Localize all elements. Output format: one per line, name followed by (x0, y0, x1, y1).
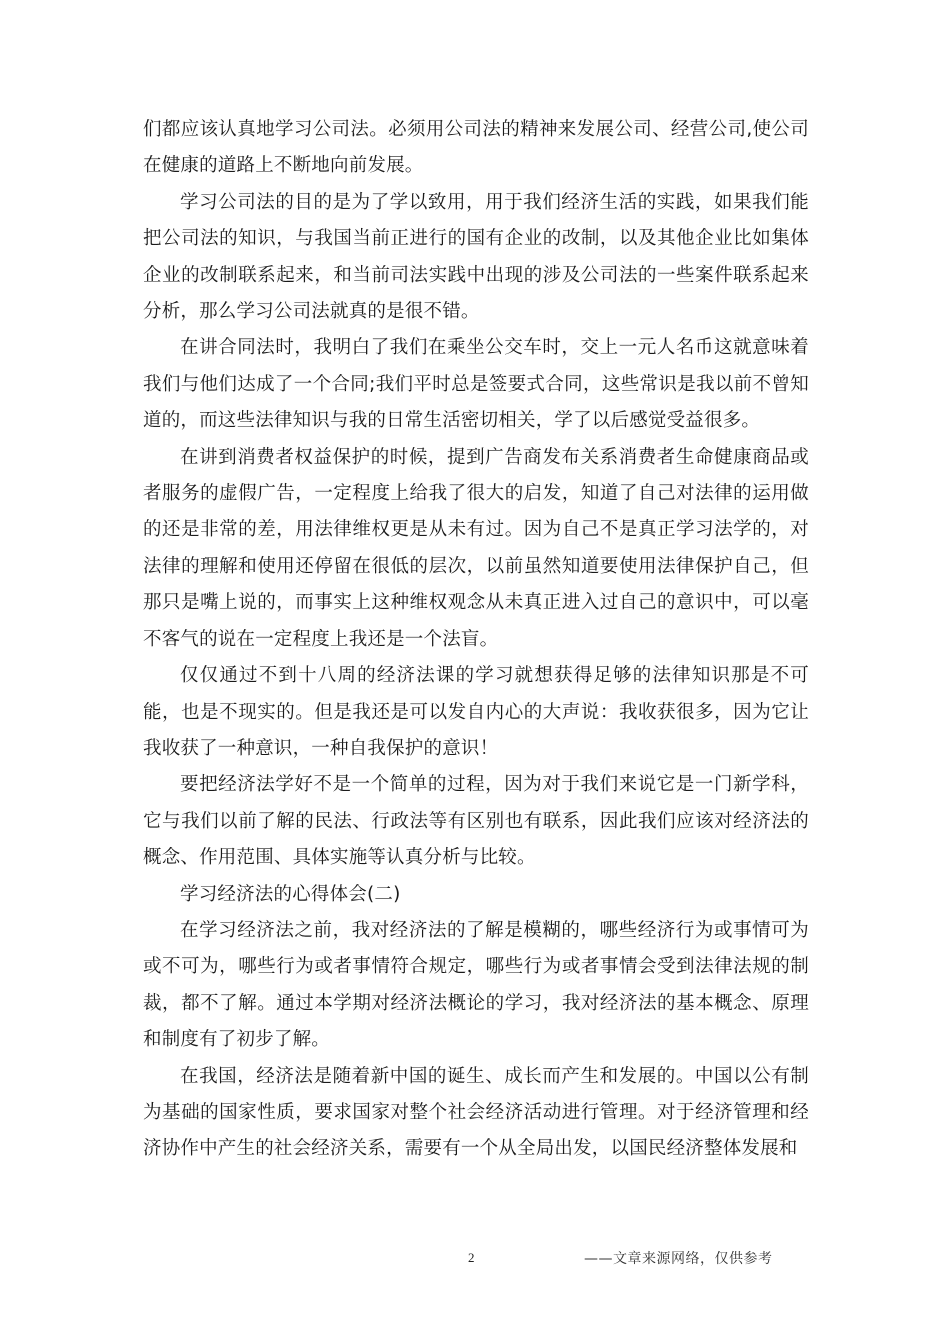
section-heading: 学习经济法的心得体会(二) (180, 883, 401, 905)
paragraph: 在讲合同法时，我明白了我们在乘坐公交车时，交上一元人名币这就意味着我们与他们达成了一个合同;我们平时总是签要式合同，这些常识是我以前不曾知道的，而这些法律知识与我的日常生活密切相关，学了以后感觉受益很多。 (143, 337, 809, 432)
page-number: 2 (468, 1250, 475, 1265)
paragraph: 要把经济法学好不是一个简单的过程，因为对于我们来说它是一门新学科，它与我们以前了解的民法、行政法等有区别也有联系，因此我们应该对经济法的概念、作用范围、具体实施等认真分析与比较。 (143, 774, 809, 869)
paragraph: 们都应该认真地学习公司法。必须用公司法的精神来发展公司、经营公司,使公司在健康的道路上不断地向前发展。 (143, 119, 809, 177)
paragraph: 在学习经济法之前，我对经济法的了解是模糊的，哪些经济行为或事情可为或不可为，哪些行为或者事情符合规定，哪些行为或者事情会受到法律法规的制裁，都不了解。通过本学期对经济法概论的学习，我对经济法的基本概念、原理和制度有了初步了解。 (143, 919, 809, 1051)
paragraph: 学习公司法的目的是为了学以致用，用于我们经济生活的实践，如果我们能把公司法的知识，与我国当前正进行的国有企业的改制，以及其他企业比如集体企业的改制联系起来，和当前司法实践中出现的涉及公司法的一些案件联系起来分析，那么学习公司法就真的是很不错。 (143, 191, 809, 323)
document-body (143, 112, 809, 1168)
paragraph: 在讲到消费者权益保护的时候，提到广告商发布关系消费者生命健康商品或者服务的虚假广告，一定程度上给我了很大的启发，知道了自己对法律的运用做的还是非常的差，用法律维权更是从未有过。因为自己不是真正学习法学的，对法律的理解和使用还停留在很低的层次，以前虽然知道要使用法律保护自己，但那只是嘴上说的，而事实上这种维权观念从未真正进入过自己的意识中，可以毫不客气的说在一定程度上我还是一个法盲。 (143, 446, 809, 650)
paragraph: 在我国，经济法是随着新中国的诞生、成长而产生和发展的。中国以公有制为基础的国家性质，要求国家对整个社会经济活动进行管理。对于经济管理和经济协作中产生的社会经济关系，需要有一个从全局出发，以国民经济整体发展和 (143, 1065, 809, 1160)
paragraph: 仅仅通过不到十八周的经济法课的学习就想获得足够的法律知识那是不可能，也是不现实的。但是我还是可以发自内心的大声说：我收获很多，因为它让我收获了一种意识，一种自我保护的意识！ (143, 665, 809, 759)
source-note: ——文章来源网络，仅供参考 (584, 1251, 773, 1267)
